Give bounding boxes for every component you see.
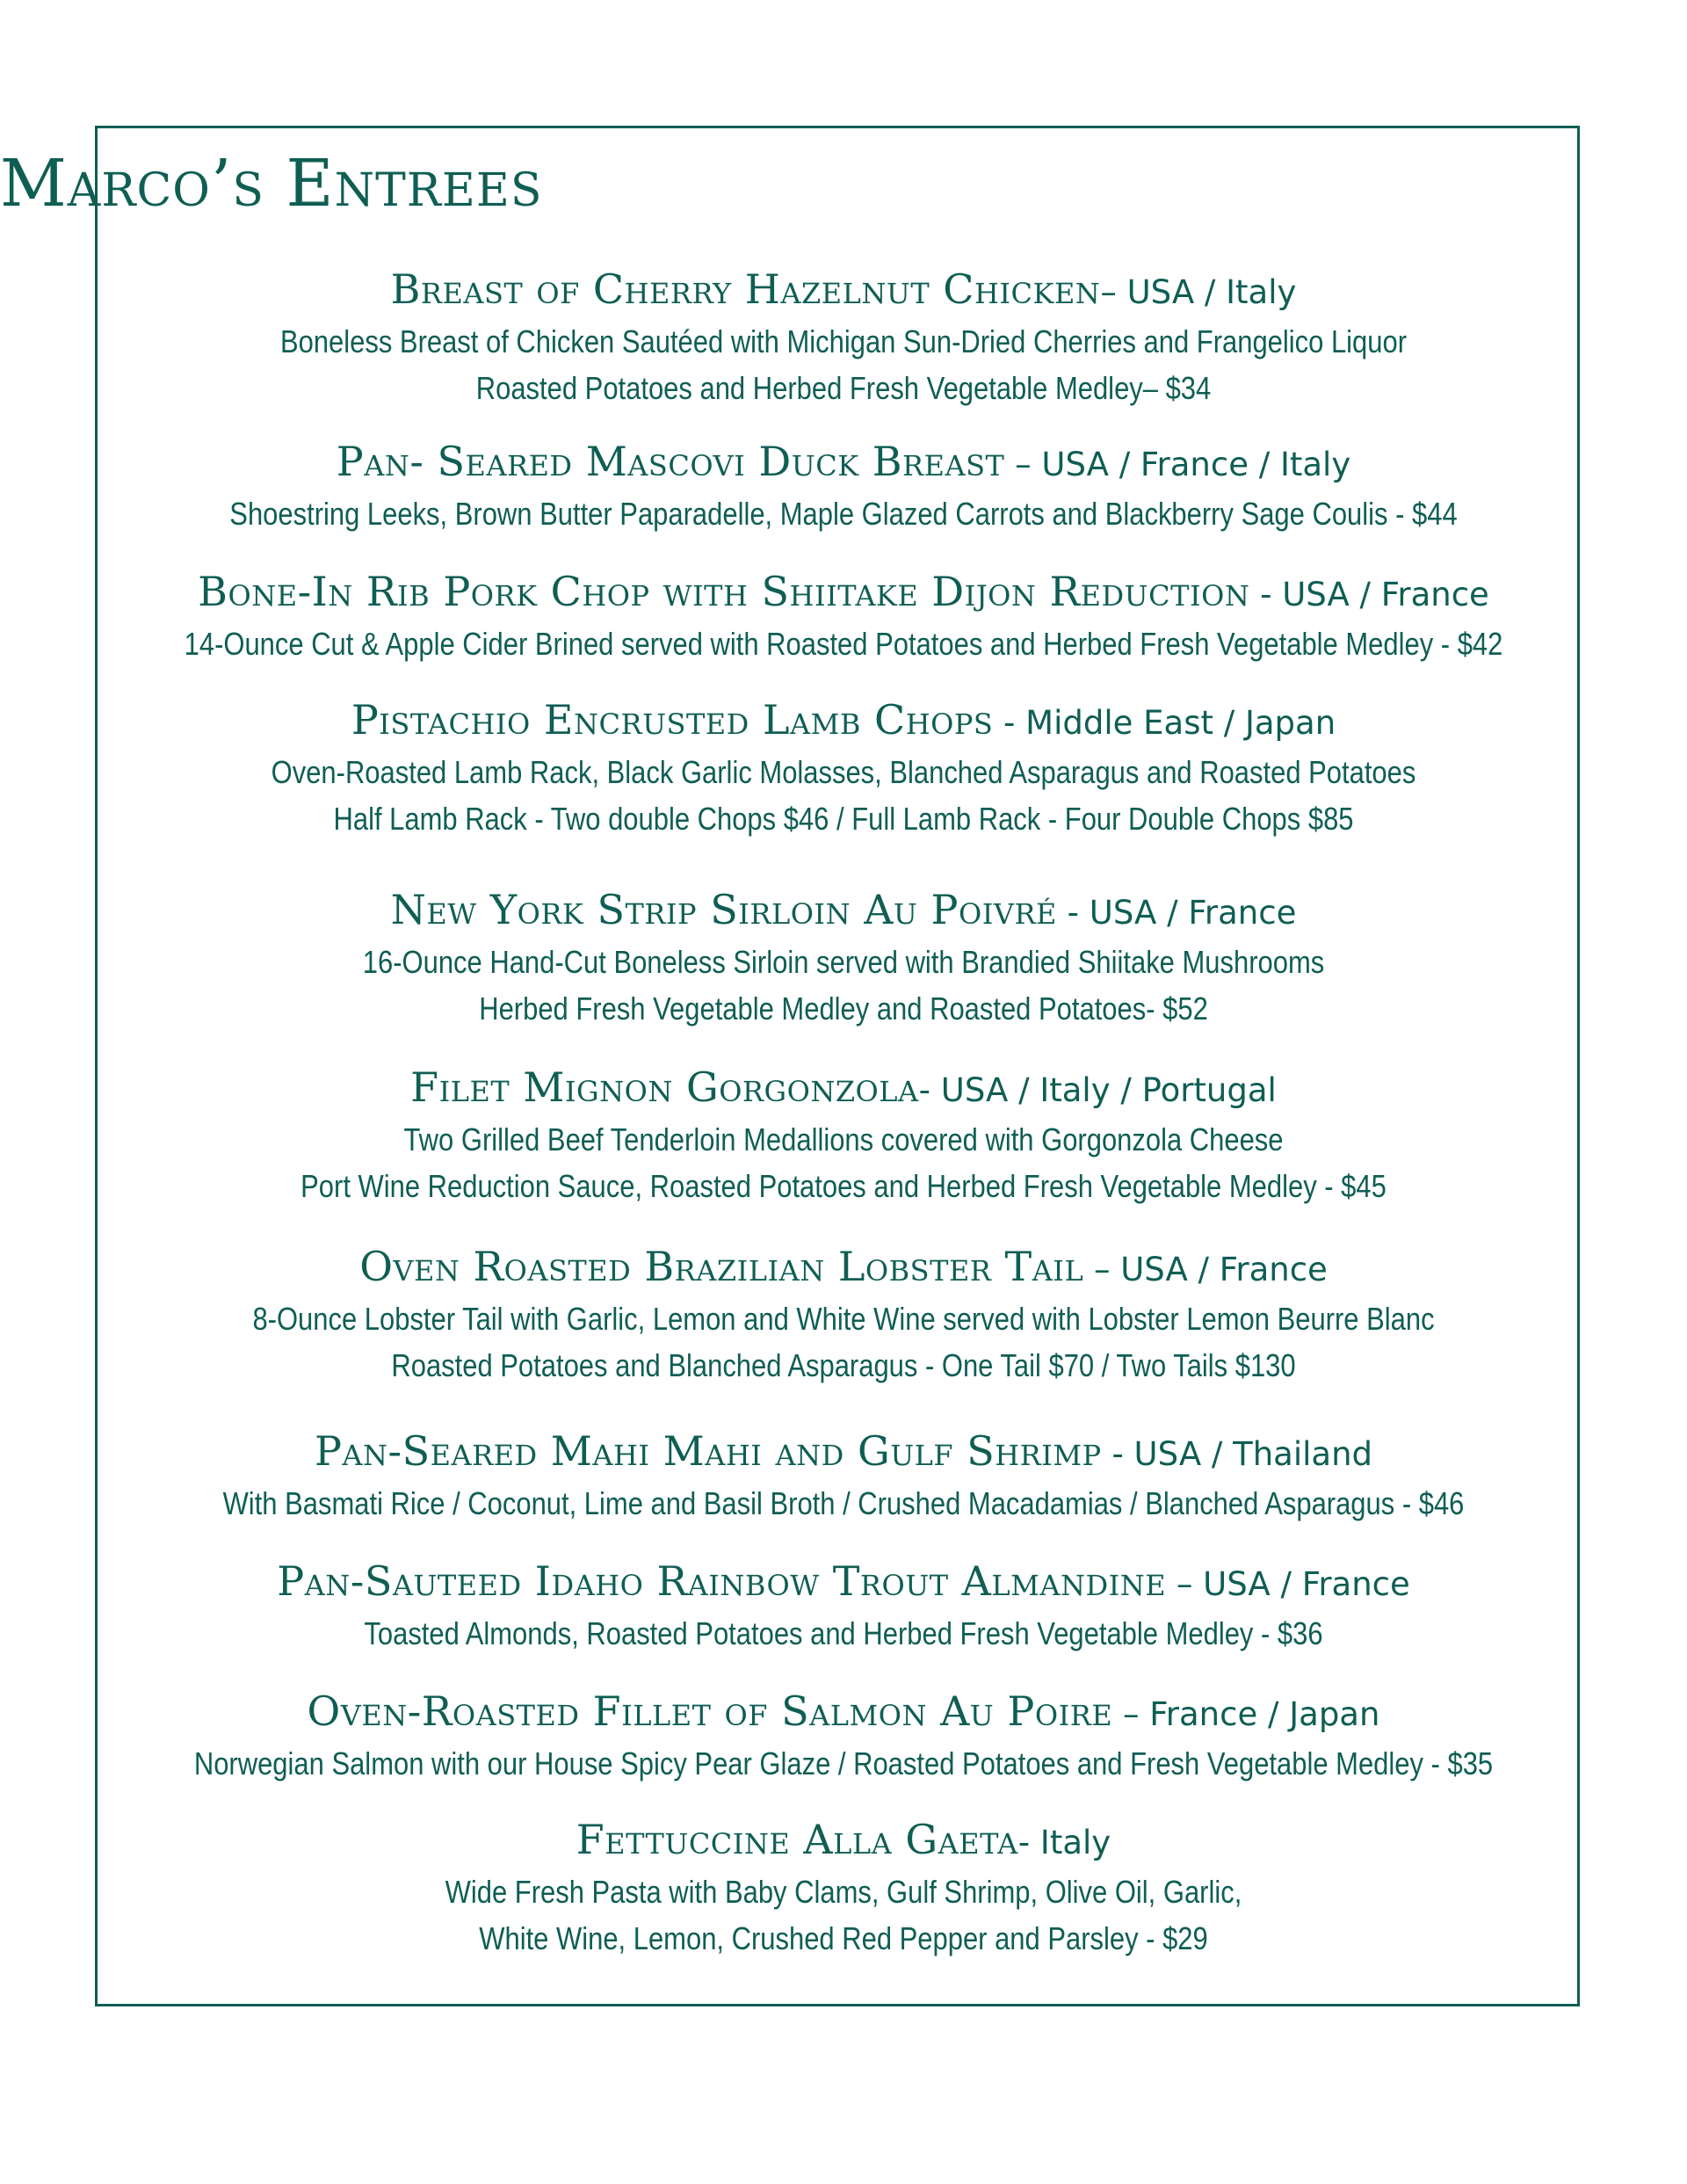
item-name: Fettuccine Alla Gaeta [576,1816,1018,1863]
item-heading [0,265,1687,313]
item-description: Shoestring Leeks, Brown Butter Paparadelle, Maple Glazed Carrots and Blackberry Sage Coulis - $44 [229,496,1458,532]
menu-item-ny-strip-sirloin [0,886,1687,1032]
item-name: Breast of Cherry Hazelnut Chicken [390,265,1101,313]
item-heading [0,696,1687,744]
item-heading [0,1427,1687,1475]
item-name: New York Strip Sirloin Au Poivré [390,886,1057,933]
menu-item-rib-pork-chop [0,568,1687,667]
item-name: Pan- Seared Mascovi Duck Breast [336,438,1005,485]
item-name: Oven Roasted Brazilian Lobster Tail [359,1243,1084,1290]
item-description: Boneless Breast of Chicken Sautéed with Michigan Sun-Dried Cherries and Frangelico Liquor [279,323,1408,359]
item-origin: – USA / Italy [1100,273,1297,311]
item-description: Toasted Almonds, Roasted Potatoes and Herbed Fresh Vegetable Medley - $36 [364,1615,1323,1651]
item-description: Wide Fresh Pasta with Baby Clams, Gulf Shrimp, Olive Oil, Garlic, [445,1874,1242,1910]
item-description: 8-Ounce Lobster Tail with Garlic, Lemon and White Wine served with Lobster Lemon Beurre Blanc [252,1301,1435,1337]
item-origin: - Italy [1017,1824,1111,1861]
menu-item-salmon-au-poire [0,1687,1687,1787]
item-description: Oven-Roasted Lamb Rack, Black Garlic Molasses, Blanched Asparagus and Roasted Potatoes [271,754,1416,790]
menu-item-fettuccine-gaeta [0,1816,1687,1962]
item-heading [0,1816,1687,1863]
item-heading [0,1243,1687,1290]
item-description: Half Lamb Rack - Two double Chops $46 / Full Lamb Rack - Four Double Chops $85 [333,801,1354,837]
menu-item-cherry-hazelnut-chicken [0,265,1687,411]
menu-item-mascovi-duck-breast [0,438,1687,537]
item-description: White Wine, Lemon, Crushed Red Pepper and Parsley - $29 [479,1920,1208,1956]
item-origin: - Middle East / Japan [993,704,1336,742]
item-heading [0,886,1687,933]
item-heading [0,1063,1687,1111]
item-origin: - USA / Thailand [1101,1435,1373,1473]
item-description: Herbed Fresh Vegetable Medley and Roasted Potatoes- $52 [479,990,1208,1027]
item-name: Bone-In Rib Pork Chop with Shiitake Dijon Reduction [198,568,1250,615]
item-heading [0,568,1687,615]
item-description: Norwegian Salmon with our House Spicy Pear Glaze / Roasted Potatoes and Fresh Vegetable Medley - $35 [193,1745,1494,1781]
item-heading [0,1687,1687,1735]
item-description: 14-Ounce Cut & Apple Cider Brined served with Roasted Potatoes and Herbed Fresh Vegetable Medley - $42 [184,626,1503,662]
item-origin: – USA / France [1083,1251,1328,1288]
item-origin: – France / Japan [1112,1695,1380,1733]
menu-item-lobster-tail [0,1243,1687,1389]
menu-item-filet-mignon [0,1063,1687,1209]
menu-item-mahi-mahi-shrimp [0,1427,1687,1527]
item-origin: - USA / France [1249,576,1489,613]
item-name: Filet Mignon Gorgonzola [410,1063,919,1111]
item-description: 16-Ounce Hand-Cut Boneless Sirloin served with Brandied Shiitake Mushrooms [362,944,1325,980]
item-description: Roasted Potatoes and Herbed Fresh Vegetable Medley– $34 [475,370,1212,406]
item-origin: - USA / Italy / Portugal [918,1071,1277,1109]
item-name: Pan-Sauteed Idaho Rainbow Trout Almandine [277,1557,1167,1605]
item-origin: – USA / France / Italy [1004,446,1351,483]
menu-item-pistachio-lamb-chops [0,696,1687,842]
item-origin: – USA / France [1166,1565,1410,1603]
item-description: Roasted Potatoes and Blanched Asparagus - One Tail $70 / Two Tails $130 [391,1347,1296,1383]
item-origin: - USA / France [1056,894,1297,932]
item-name: Pistachio Encrusted Lamb Chops [351,696,994,744]
item-name: Pan-Seared Mahi Mahi and Gulf Shrimp [314,1427,1102,1475]
item-name: Oven-Roasted Fillet of Salmon Au Poire [307,1687,1113,1735]
menu-item-rainbow-trout [0,1557,1687,1657]
item-description: With Basmati Rice / Coconut, Lime and Basil Broth / Crushed Macadamias / Blanched Asparagus - $46 [222,1485,1465,1521]
menu-title: Marco’s Entrees [0,146,543,221]
item-heading [0,438,1687,485]
item-description: Port Wine Reduction Sauce, Roasted Potatoes and Herbed Fresh Vegetable Medley - $45 [300,1168,1387,1204]
item-heading [0,1557,1687,1605]
item-description: Two Grilled Beef Tenderloin Medallions covered with Gorgonzola Cheese [403,1121,1284,1157]
